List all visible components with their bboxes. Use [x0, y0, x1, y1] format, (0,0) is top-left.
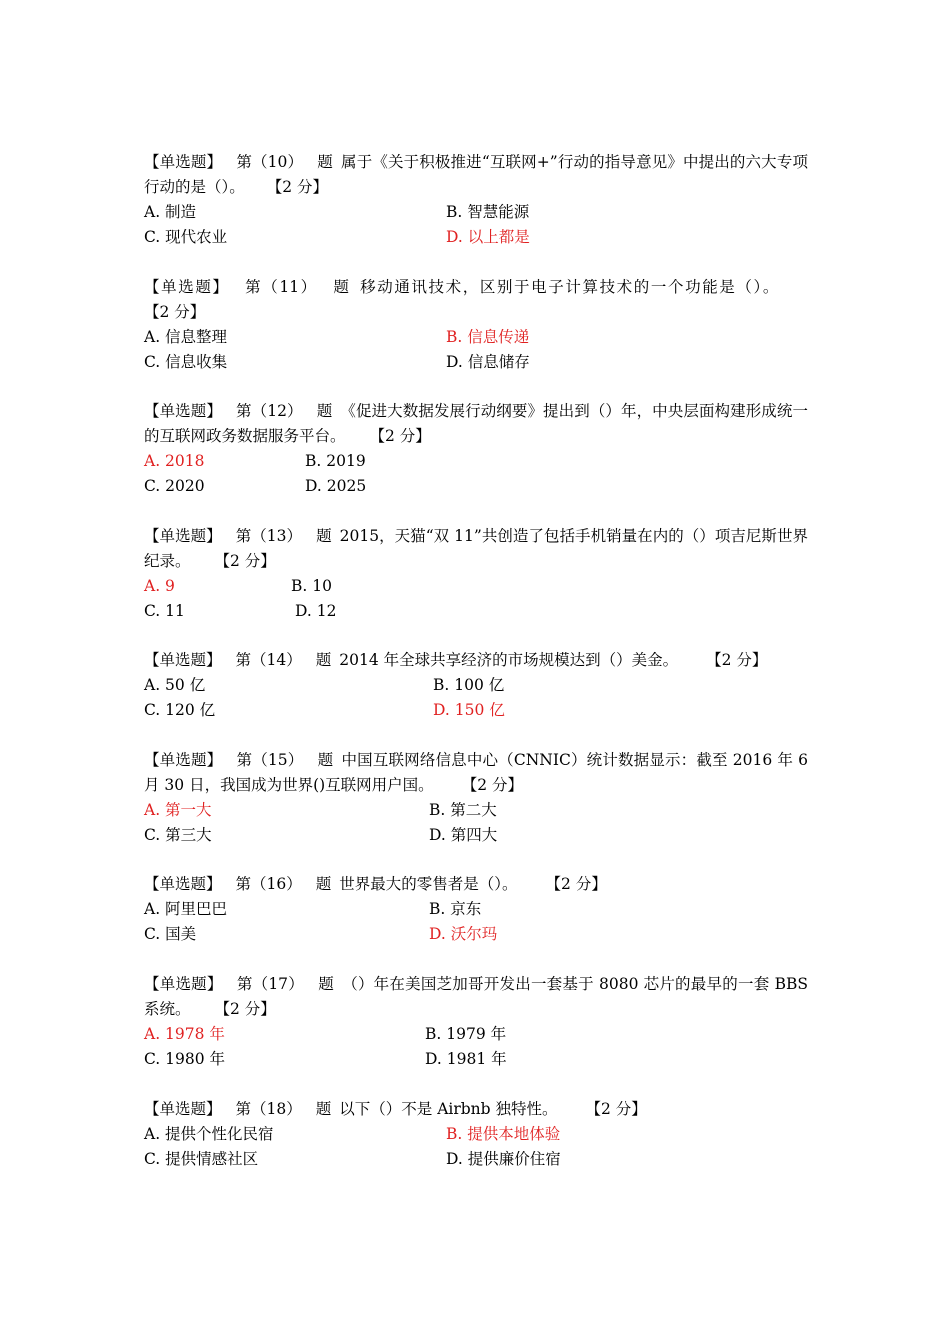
- option-a[interactable]: A. 信息整理: [144, 328, 228, 346]
- question-text: 《促进大数据发展行动纲要》提出到（）年，中央层面构建形成统一的互联网政务数据服务平台。: [144, 402, 808, 445]
- question-stem: [144, 1097, 808, 1122]
- option-c[interactable]: C. 11: [144, 602, 185, 620]
- option-c[interactable]: C. 1980 年: [144, 1050, 226, 1068]
- options-row: [144, 698, 808, 723]
- question-stem: [144, 648, 808, 673]
- question-ti: 题: [318, 975, 334, 993]
- option-b[interactable]: B. 2019: [305, 452, 366, 470]
- question-stem: [144, 872, 808, 897]
- options-row: [144, 449, 808, 474]
- question-score: 【2 分】: [214, 1000, 276, 1018]
- options-row: [144, 823, 808, 848]
- option-a[interactable]: A. 制造: [144, 203, 197, 221]
- question-type: 【单选题】: [144, 278, 230, 296]
- option-c[interactable]: C. 提供情感社区: [144, 1150, 259, 1168]
- question-text: （）年在美国芝加哥开发出一套基于 8080 芯片的最早的一套 BBS 系统。: [144, 975, 808, 1018]
- option-d[interactable]: D. 提供廉价住宿: [446, 1150, 561, 1168]
- question-ti: 题: [331, 278, 351, 296]
- option-b-correct[interactable]: B. 提供本地体验: [446, 1125, 561, 1143]
- question-16: [144, 872, 808, 947]
- question-score: 【2 分】: [585, 1100, 647, 1118]
- question-score: 【2 分】: [214, 552, 276, 570]
- options-row: [144, 200, 808, 225]
- question-type: 【单选题】: [144, 751, 223, 769]
- question-text: 世界最大的零售者是（）。: [339, 875, 518, 893]
- question-10: [144, 150, 808, 250]
- question-stem: [144, 524, 808, 574]
- question-text: 中国互联网络信息中心（CNNIC）统计数据显示：截至 2016 年 6 月 30 日，我国成为世界()互联网用户国。: [144, 751, 808, 794]
- question-type: 【单选题】: [144, 1100, 222, 1118]
- options-row: [144, 1122, 808, 1147]
- question-number: 第（18）: [235, 1100, 302, 1118]
- option-c[interactable]: C. 国美: [144, 925, 197, 943]
- question-type: 【单选题】: [144, 651, 222, 669]
- option-b[interactable]: B. 100 亿: [433, 676, 505, 694]
- option-d[interactable]: D. 第四大: [429, 826, 498, 844]
- question-score: 【2 分】: [461, 776, 523, 794]
- options-row: [144, 897, 808, 922]
- options-row: [144, 474, 808, 499]
- question-text: 2014 年全球共享经济的市场规模达到（）美金。: [339, 651, 679, 669]
- option-b[interactable]: B. 10: [291, 577, 332, 595]
- question-ti: 题: [317, 751, 334, 769]
- question-text: 2015，天猫“双 11”共创造了包括手机销量在内的（）项吉尼斯世界纪录。: [144, 527, 808, 570]
- option-a[interactable]: A. 50 亿: [144, 676, 206, 694]
- question-ti: 题: [315, 651, 332, 669]
- options-row: [144, 1047, 808, 1072]
- question-11: [144, 275, 808, 375]
- question-ti: 题: [316, 527, 332, 545]
- option-a[interactable]: A. 提供个性化民宿: [144, 1125, 274, 1143]
- question-number: 第（17）: [236, 975, 305, 993]
- question-ti: 题: [317, 153, 333, 171]
- question-ti: 题: [315, 875, 332, 893]
- question-type: 【单选题】: [144, 975, 223, 993]
- option-d-correct[interactable]: D. 150 亿: [433, 701, 505, 719]
- options-row: [144, 673, 808, 698]
- option-a-correct[interactable]: A. 9: [144, 577, 175, 595]
- option-c[interactable]: C. 120 亿: [144, 701, 216, 719]
- options-row: [144, 1022, 808, 1047]
- question-18: [144, 1097, 808, 1172]
- question-15: [144, 748, 808, 848]
- question-type: 【单选题】: [144, 527, 222, 545]
- question-13: [144, 524, 808, 624]
- option-d[interactable]: D. 1981 年: [425, 1050, 507, 1068]
- question-score: 【2 分】: [545, 875, 607, 893]
- options-row: [144, 922, 808, 947]
- question-score: 【2 分】: [266, 178, 329, 196]
- option-c[interactable]: C. 第三大: [144, 826, 212, 844]
- question-number: 第（15）: [236, 751, 304, 769]
- options-row: [144, 325, 808, 350]
- option-a-correct[interactable]: A. 第一大: [144, 801, 212, 819]
- question-number: 第（13）: [235, 527, 303, 545]
- option-c[interactable]: C. 现代农业: [144, 228, 228, 246]
- option-c[interactable]: C. 信息收集: [144, 353, 228, 371]
- question-stem: [144, 150, 808, 200]
- question-ti: 题: [315, 1100, 332, 1118]
- question-type: 【单选题】: [144, 153, 223, 171]
- question-ti: 题: [316, 402, 333, 420]
- question-number: 第（11）: [243, 278, 318, 296]
- question-type: 【单选题】: [144, 402, 222, 420]
- question-number: 第（16）: [235, 875, 302, 893]
- option-b-correct[interactable]: B. 信息传递: [446, 328, 530, 346]
- option-d-correct[interactable]: D. 以上都是: [446, 228, 530, 246]
- question-stem: [144, 399, 808, 449]
- question-17: [144, 972, 808, 1072]
- question-stem: [144, 275, 808, 325]
- option-b[interactable]: B. 京东: [429, 900, 482, 918]
- question-text: 属于《关于积极推进“互联网+”行动的指导意见》中提出的六大专项行动的是（）。: [144, 153, 808, 196]
- question-stem: [144, 972, 808, 1022]
- option-b[interactable]: B. 1979 年: [425, 1025, 507, 1043]
- option-b[interactable]: B. 第二大: [429, 801, 497, 819]
- question-number: 第（14）: [235, 651, 302, 669]
- options-row: [144, 225, 808, 250]
- question-text: 以下（）不是 Airbnb 独特性。: [339, 1100, 558, 1118]
- question-14: [144, 648, 808, 723]
- options-row: [144, 1147, 808, 1172]
- question-score: 【2 分】: [706, 651, 768, 669]
- options-row: [144, 798, 808, 823]
- question-number: 第（12）: [235, 402, 303, 420]
- option-d-correct[interactable]: D. 沃尔玛: [429, 925, 498, 943]
- option-d[interactable]: D. 信息储存: [446, 353, 530, 371]
- options-row: [144, 599, 808, 624]
- question-score: 【2 分】: [369, 427, 431, 445]
- option-c[interactable]: C. 2020: [144, 477, 205, 495]
- question-stem: [144, 748, 808, 798]
- question-score: 【2 分】: [144, 303, 206, 321]
- option-d[interactable]: D. 12: [295, 602, 337, 620]
- option-b[interactable]: B. 智慧能源: [446, 203, 530, 221]
- options-row: [144, 574, 808, 599]
- question-text: 移动通讯技术，区别于电子计算技术的一个功能是（）。: [358, 278, 780, 296]
- question-number: 第（10）: [236, 153, 304, 171]
- options-row: [144, 350, 808, 375]
- option-a-correct[interactable]: A. 2018: [144, 452, 205, 470]
- option-a-correct[interactable]: A. 1978 年: [144, 1025, 225, 1043]
- question-12: [144, 399, 808, 499]
- question-type: 【单选题】: [144, 875, 222, 893]
- option-a[interactable]: A. 阿里巴巴: [144, 900, 228, 918]
- option-d[interactable]: D. 2025: [305, 477, 367, 495]
